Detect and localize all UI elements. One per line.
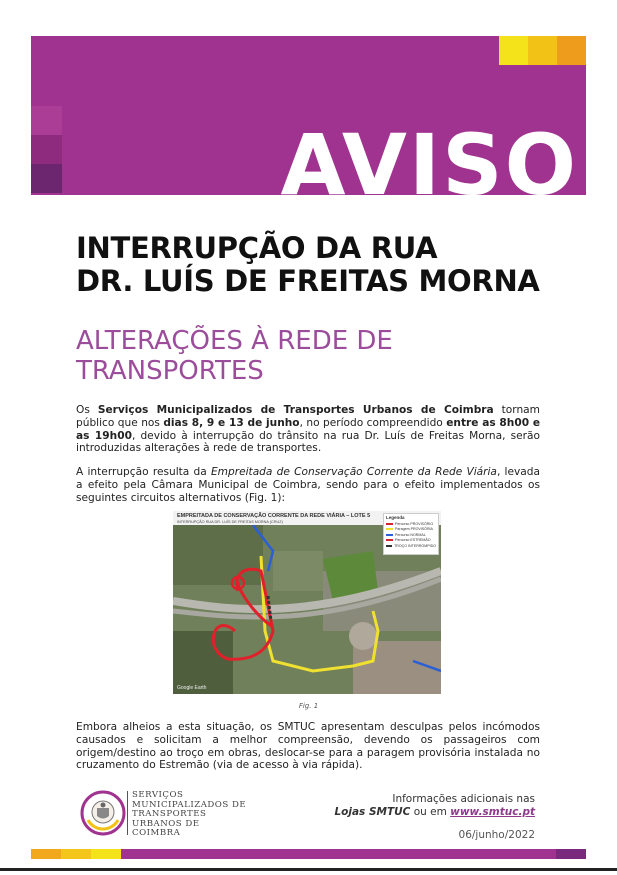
banner-block-yellow <box>499 36 528 65</box>
organization-name <box>132 791 246 839</box>
org-line: SERVIÇOS <box>132 790 184 800</box>
subtitle-line-1: ALTERAÇÕES À REDE DE <box>76 326 393 356</box>
title-line-1: INTERRUPÇÃO DA RUA <box>76 231 438 265</box>
publication-date: 06/junho/2022 <box>458 829 535 841</box>
info-or: ou em <box>410 806 451 818</box>
legend-label: Percurso NORMAL <box>395 532 426 537</box>
logo-divider <box>127 791 128 835</box>
side-block-3 <box>31 164 62 193</box>
banner-color-blocks <box>499 36 586 65</box>
info-line-2 <box>334 806 535 819</box>
legend-swatch <box>386 545 392 547</box>
legend-swatch <box>386 528 393 530</box>
page-subtitle <box>76 326 556 386</box>
legend-swatch <box>386 534 393 536</box>
contact-info <box>334 793 535 819</box>
bar-segment <box>61 849 91 859</box>
legend-item <box>384 543 438 549</box>
website-link[interactable]: www.smtuc.pt <box>450 806 535 818</box>
text-run: Os <box>76 404 98 416</box>
side-block-2 <box>31 135 62 164</box>
text-run: tornam público que nos <box>76 404 540 429</box>
map-legend <box>383 513 439 555</box>
text-run: , devido à interrupção do trânsito na rua Dr. Luís de Freitas Morna, serão introduzidas alterações à rede de transportes. <box>76 429 541 455</box>
side-block-1 <box>31 106 62 135</box>
header-banner <box>31 36 586 214</box>
works-name-italic: Empreitada de Conservação Corrente da Rede Viária <box>210 466 497 478</box>
legend-label: TROÇO INTERROMPIDO <box>394 543 436 548</box>
banner-block-orange <box>557 36 586 65</box>
legend-label: Percurso ESTREMÃO <box>395 538 431 543</box>
apology-paragraph: Embora alheios a esta situação, os SMTUC apresentam desculpas pelos incómodos causados e solicitam a melhor compreensão, devendo os passageiros com origem/destino ao troço em obras, deslocar-se para a paragem provisória instalada no cruzamento do Estremão (via de acesso à via rápida). <box>76 721 540 772</box>
title-line-2: DR. LUÍS DE FREITAS MORNA <box>76 264 540 298</box>
bottom-color-bar <box>31 849 586 859</box>
text-run: A interrupção resulta da <box>76 466 211 478</box>
reason-paragraph <box>76 466 540 504</box>
legend-swatch <box>386 523 393 525</box>
banner-side-blocks <box>31 106 62 193</box>
map-title: EMPREITADA DE CONSERVAÇÃO CORRENTE DA REDE VIÁRIA – LOTE 5 <box>177 513 371 519</box>
lojas-label: Lojas SMTUC <box>334 806 411 818</box>
legend-label: Paragem PROVISÓRIA <box>395 527 433 532</box>
page-bottom-rule <box>0 868 617 871</box>
org-line: URBANOS DE <box>132 818 200 829</box>
org-line: COIMBRA <box>132 828 181 839</box>
legend-label: Percurso PROVISÓRIO <box>395 521 434 526</box>
bar-segment <box>91 849 121 859</box>
dates-bold: dias 8, 9 e 13 de junho <box>163 416 300 429</box>
text-run: , levada a efeito pela Câmara Municipal de Coimbra, sendo para o efeito implementados os seguintes circuitos alternativos (Fig. 1): <box>76 466 540 504</box>
legend-swatch <box>386 539 393 541</box>
bar-segment <box>556 849 586 859</box>
intro-paragraph <box>76 404 540 455</box>
page-title <box>76 232 556 298</box>
route-map-image <box>173 511 441 694</box>
bar-segment <box>121 849 556 859</box>
smtuc-logo-icon <box>80 790 126 836</box>
org-line: TRANSPORTES <box>132 809 207 820</box>
figure-caption: Fig. 1 <box>298 702 319 710</box>
hours-bold: entre as 8h00 e as 19h00 <box>76 416 541 442</box>
org-name-bold: Serviços Municipalizados de Transportes Urbanos de Coimbra <box>97 404 494 416</box>
text-run: , no período compreendido <box>299 416 447 429</box>
org-line: MUNICIPALIZADOS DE <box>132 799 247 810</box>
legend-title: Legenda <box>386 515 405 520</box>
aviso-heading: AVISO <box>280 116 578 214</box>
banner-block-gold <box>528 36 557 65</box>
bar-segment <box>31 849 61 859</box>
map-watermark: Google Earth <box>177 685 207 691</box>
info-line-1: Informações adicionais nas <box>392 793 535 805</box>
map-subtitle: INTERRUPÇÃO RUA DR. LUÍS DE FREITAS MORNA (CRUZ) <box>177 520 283 524</box>
subtitle-line-2: TRANSPORTES <box>76 356 264 386</box>
